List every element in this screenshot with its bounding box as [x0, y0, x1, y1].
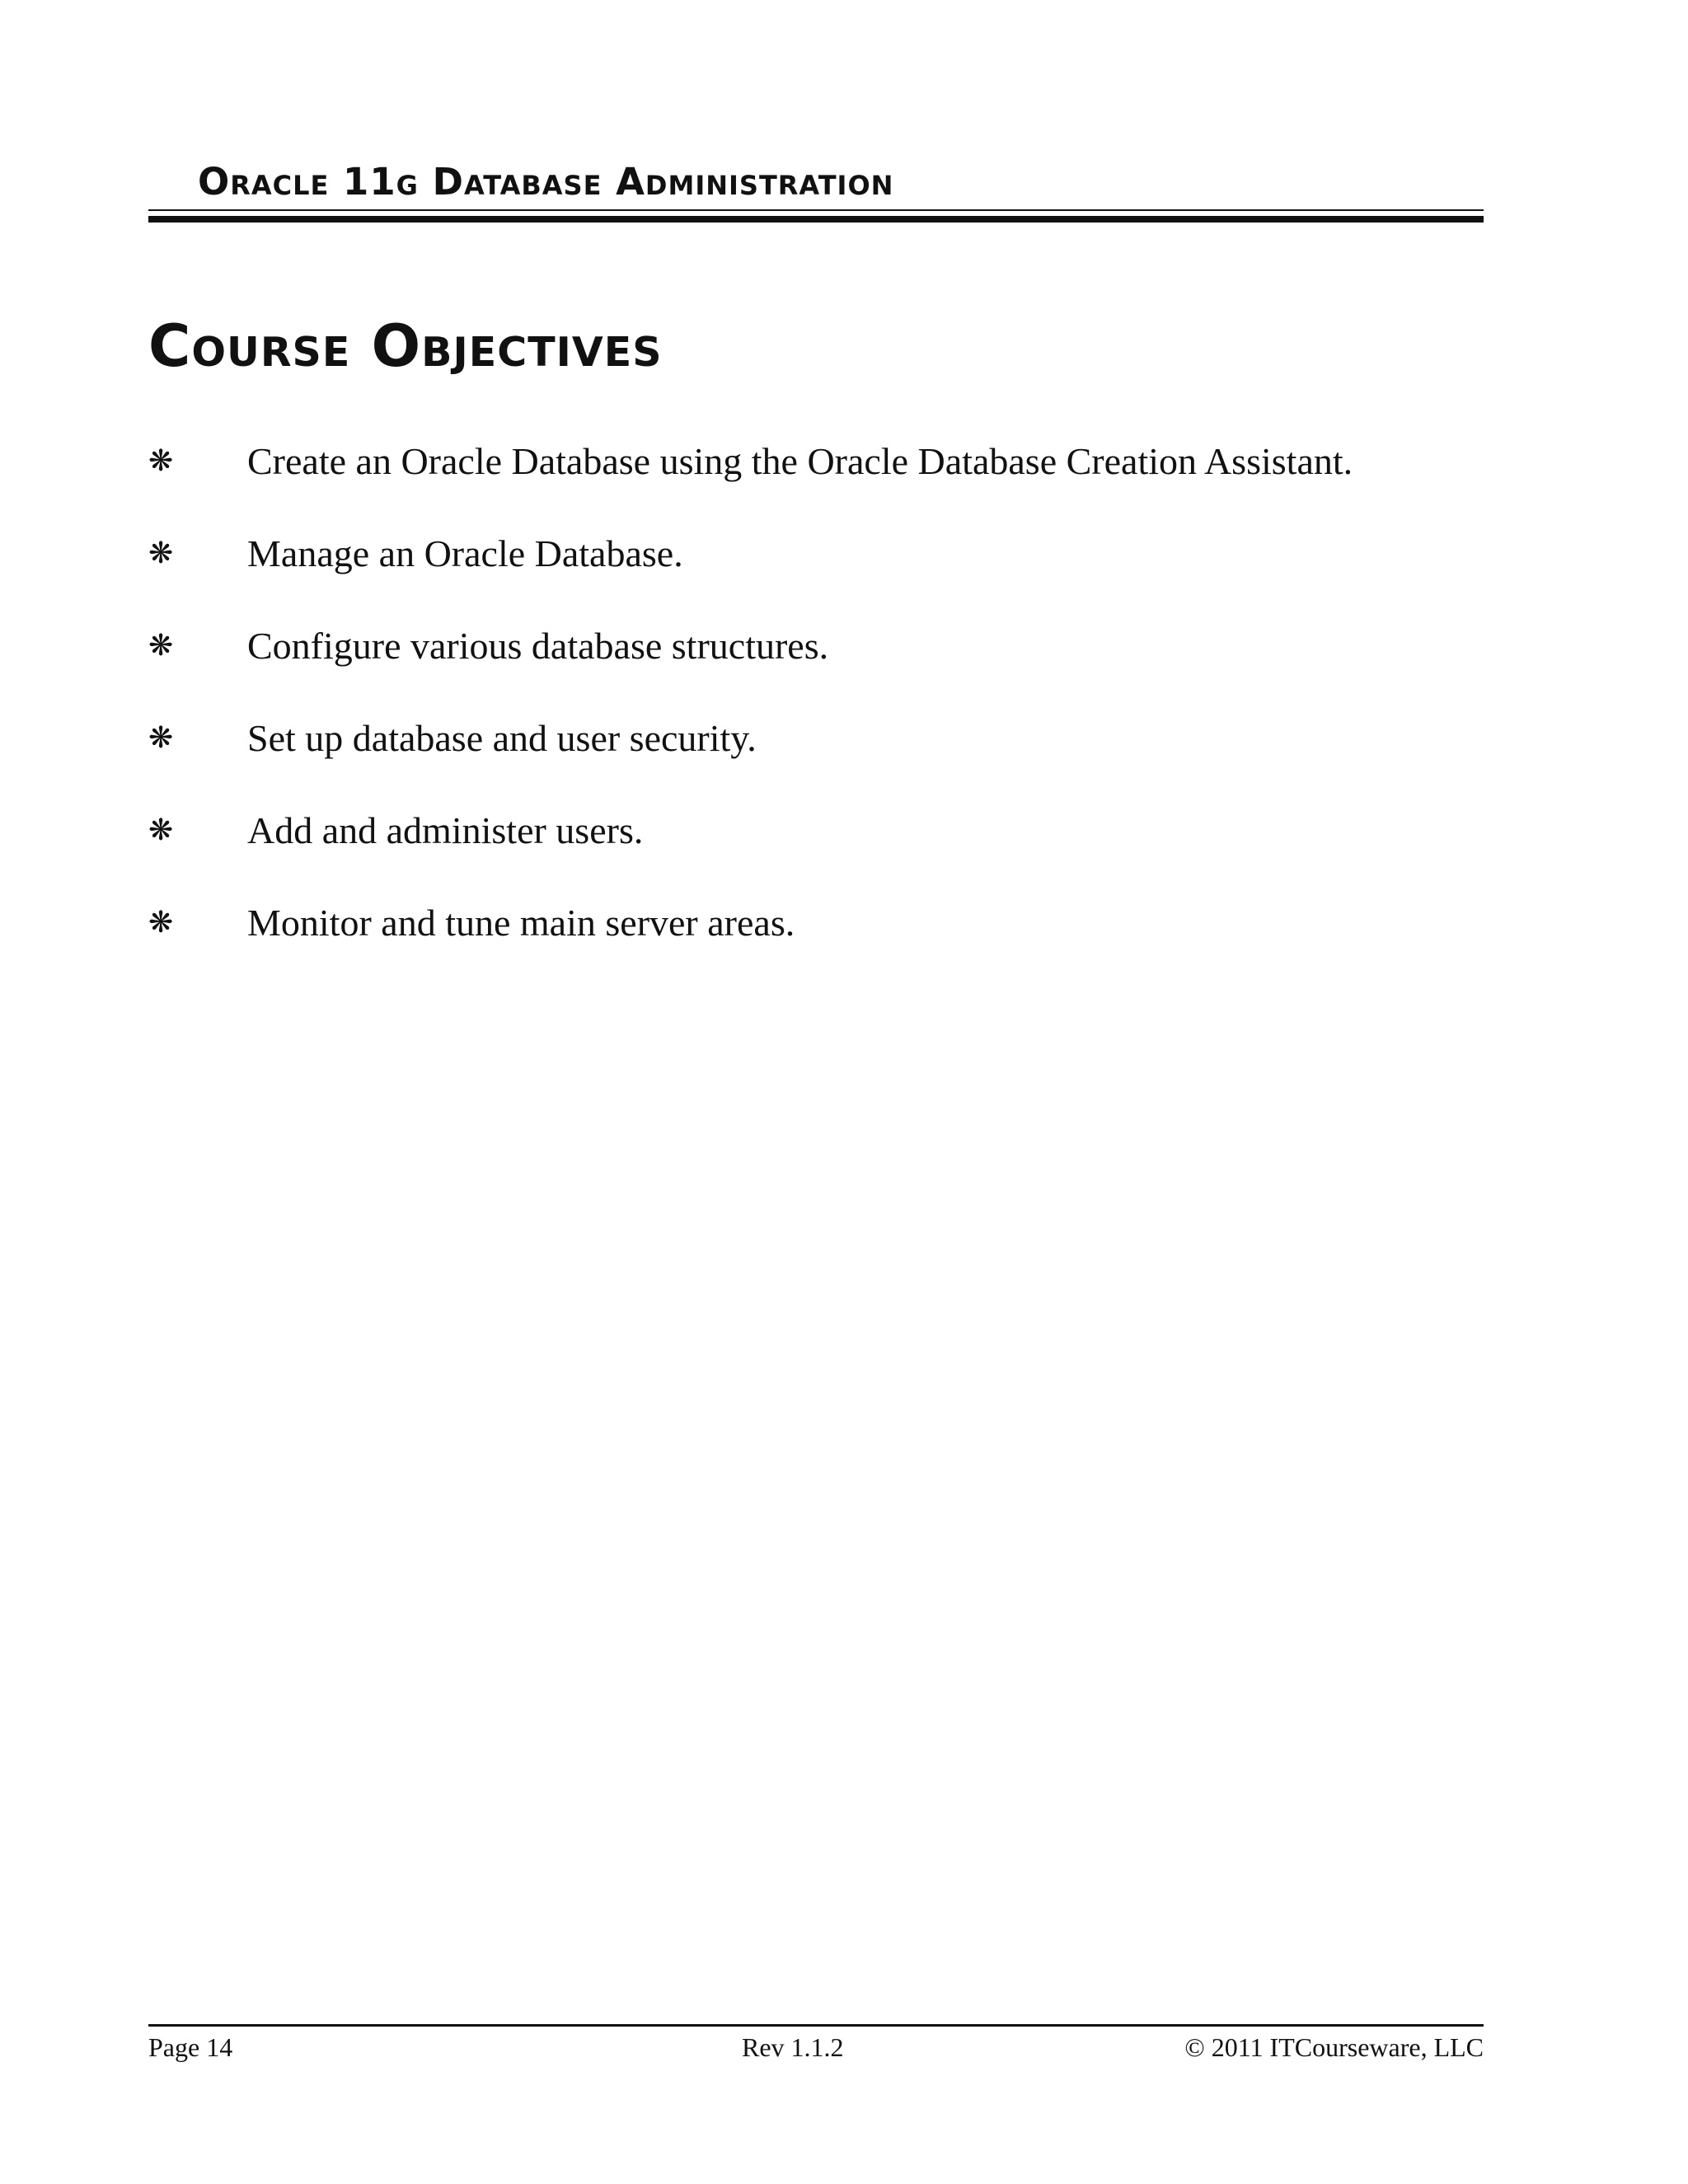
objective-text: Monitor and tune main server areas.: [247, 902, 795, 944]
revision-label: Rev 1.1.2: [742, 2032, 844, 2062]
header-title: Oracle 11g Database Administration: [198, 160, 894, 204]
list-item: [148, 621, 1500, 714]
footer-rule: [148, 2024, 1484, 2027]
header-rule-thin: [148, 209, 1484, 211]
list-item: [148, 714, 1500, 806]
asterisk-flower-icon: ❋: [148, 906, 174, 940]
page-header: [148, 162, 1484, 227]
objective-text: Create an Oracle Database using the Oracle Database Creation Assistant.: [247, 440, 1353, 482]
list-item: [148, 437, 1500, 529]
page-footer: [148, 2024, 1484, 2074]
objective-text: Set up database and user security.: [247, 717, 757, 759]
objective-text: Add and administer users.: [247, 809, 644, 851]
objective-text: Manage an Oracle Database.: [247, 532, 683, 574]
objective-text: Configure various database structures.: [247, 625, 829, 667]
objectives-list: [148, 437, 1500, 991]
page-number: Page 14: [148, 2032, 233, 2062]
list-item: [148, 806, 1500, 898]
header-rule-thick: [148, 216, 1484, 223]
asterisk-flower-icon: ❋: [148, 813, 174, 847]
copyright-notice: © 2011 ITCourseware, LLC: [1184, 2032, 1484, 2062]
asterisk-flower-icon: ❋: [148, 721, 174, 755]
list-item: [148, 898, 1500, 991]
section-title: Course Objectives: [148, 312, 663, 380]
asterisk-flower-icon: ❋: [148, 444, 174, 478]
asterisk-flower-icon: ❋: [148, 629, 174, 663]
list-item: [148, 529, 1500, 621]
asterisk-flower-icon: ❋: [148, 537, 174, 570]
